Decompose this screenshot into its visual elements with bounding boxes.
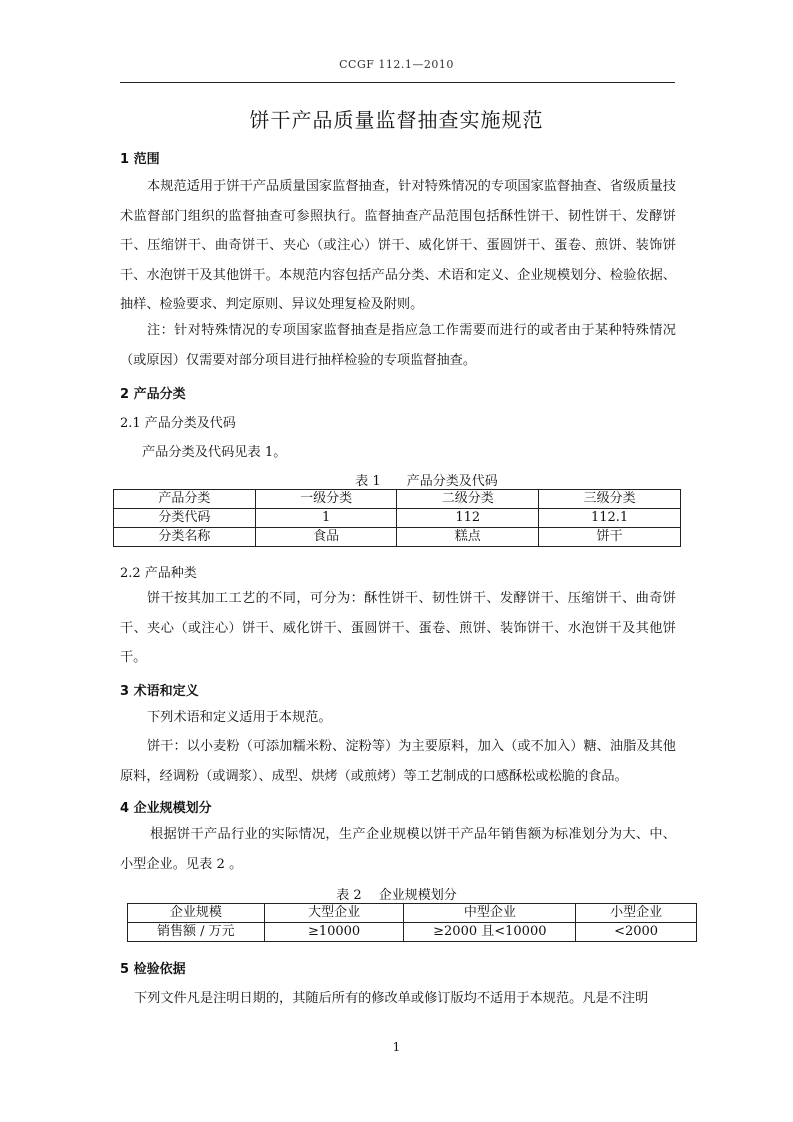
table-cell: 三级分类	[539, 490, 681, 509]
section-2-heading: 2 产品分类	[120, 387, 186, 402]
table-cell: 二级分类	[397, 490, 539, 509]
page-number: 1	[392, 1040, 401, 1054]
table-row	[128, 904, 697, 923]
table-cell: 食品	[255, 528, 397, 547]
section-5-heading: 5 检验依据	[120, 962, 186, 977]
subsection-2-1-heading: 2.1 产品分类及代码	[120, 416, 236, 431]
subsection-2-2-text: 饼干按其加工工艺的不同，可分为：酥性饼干、韧性饼干、发酵饼干、压缩饼干、曲奇饼干、夹心（或注心）饼干、威化饼干、蛋圆饼干、蛋卷、煎饼、装饰饼干、水泡饼干及其他饼干。	[120, 591, 676, 666]
table-cell: 糕点	[397, 528, 539, 547]
section-3-paragraph-1: 下列术语和定义适用于本规范。	[147, 710, 332, 725]
table-row	[114, 509, 681, 528]
section-3-heading: 3 术语和定义	[120, 684, 199, 699]
table-cell: 大型企业	[264, 904, 404, 923]
section-5-paragraph-1: 下列文件凡是注明日期的，其随后所有的修改单或修订版均不适用于本规范。凡是不注明	[134, 991, 649, 1006]
section-3-paragraph-2: 饼干：以小麦粉（可添加糯米粉、淀粉等）为主要原料，加入（或不加入）糖、油脂及其他原料，经调粉（或调浆）、成型、烘烤（或煎烤）等工艺制成的口感酥松或松脆的食品。	[120, 739, 676, 784]
header-rule	[120, 82, 675, 83]
product-classification-table	[113, 489, 681, 547]
table-1-caption: 表 1 产品分类及代码	[355, 474, 498, 489]
section-1-paragraph-1: 本规范适用于饼干产品质量国家监督抽查，针对特殊情况的专项国家监督抽查、省级质量技术监督部门组织的监督抽查可参照执行。监督抽查产品范围包括酥性饼干、韧性饼干、发酵饼干、压缩饼干、曲奇饼干、夹心（或注心）饼干、威化饼干、蛋圆饼干、蛋卷、煎饼、装饰饼干、水泡饼干及其他饼干。本规范内容包括产品分类、术语和定义、企业规模划分、检验依据、抽样、检验要求、判定原则、异议处理复检及附则。	[120, 179, 676, 313]
table-cell: 销售额 / 万元	[128, 923, 265, 942]
table-cell: 产品分类	[114, 490, 256, 509]
table-cell: 饼干	[539, 528, 681, 547]
enterprise-scale-table	[127, 903, 697, 942]
table-cell: ≥10000	[264, 923, 404, 942]
subsection-2-1-text: 产品分类及代码见表 1。	[142, 445, 287, 460]
subsection-2-2-heading: 2.2 产品种类	[120, 566, 197, 581]
table-cell: 一级分类	[255, 490, 397, 509]
section-4-heading: 4 企业规模划分	[120, 801, 212, 816]
section-4-paragraph-1: 根据饼干产品行业的实际情况，生产企业规模以饼干产品年销售额为标准划分为大、中、小型企业。见表 2 。	[120, 827, 676, 872]
table-cell: ≥2000 且<10000	[404, 923, 576, 942]
table-cell: 1	[255, 509, 397, 528]
table-cell: 小型企业	[576, 904, 697, 923]
table-cell: 中型企业	[404, 904, 576, 923]
header-code: CCGF 112.1—2010	[339, 58, 454, 71]
table-cell: <2000	[576, 923, 697, 942]
table-cell: 112	[397, 509, 539, 528]
section-1-note: 注：针对特殊情况的专项国家监督抽查是指应急工作需要而进行的或者由于某种特殊情况（或原因）仅需要对部分项目进行抽样检验的专项监督抽查。	[120, 323, 676, 368]
table-cell: 分类名称	[114, 528, 256, 547]
table-row	[128, 923, 697, 942]
document-title: 饼干产品质量监督抽查实施规范	[249, 108, 544, 132]
section-1-heading: 1 范围	[120, 152, 160, 167]
table-cell: 112.1	[539, 509, 681, 528]
table-2-caption: 表 2 企业规模划分	[336, 888, 457, 903]
table-row	[114, 490, 681, 509]
table-cell: 分类代码	[114, 509, 256, 528]
table-row	[114, 528, 681, 547]
table-cell: 企业规模	[128, 904, 265, 923]
